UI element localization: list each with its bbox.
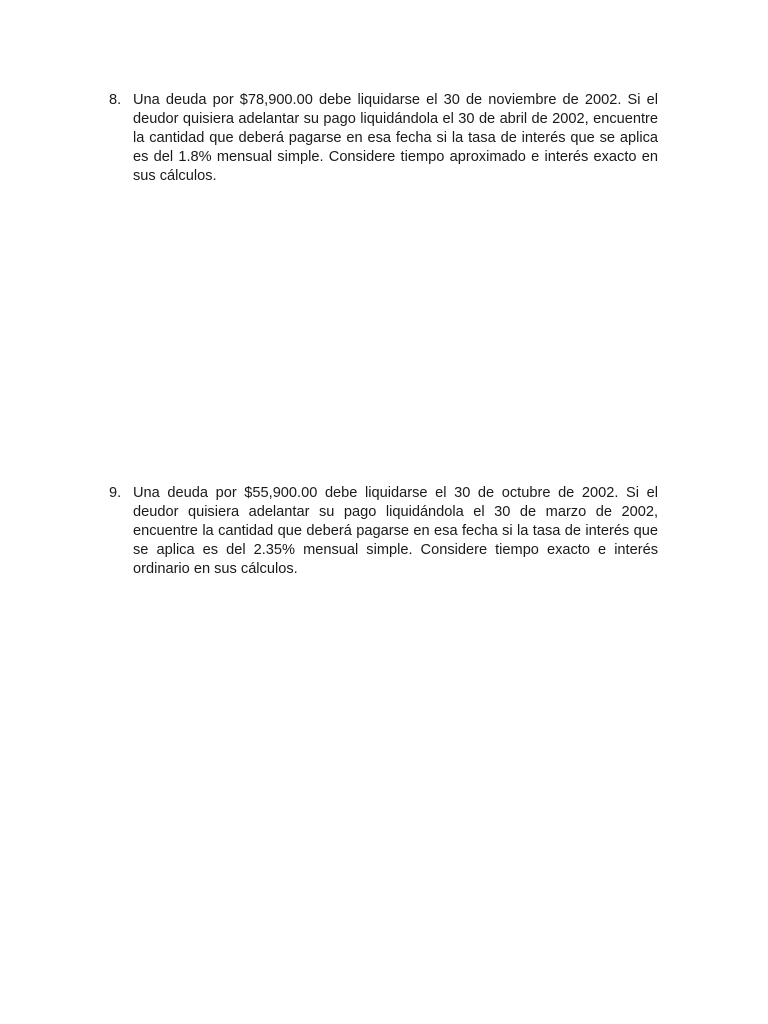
problem-8-number: 8.	[109, 92, 122, 108]
problem-8-text: Una deuda por $78,900.00 debe liquidarse el 30 de noviembre de 2002. Si el deudor quisiera adelantar su pago liquidándola el 30 de abril de 2002, encuentre la cantidad que deberá pagarse en esa fecha si la tasa de interés que se aplica es del 1.8% mensual simple. Considere tiempo aproximado e interés exacto en sus cálculos.	[133, 92, 658, 184]
problem-9-number: 9.	[109, 485, 122, 501]
problem-9-text: Una deuda por $55,900.00 debe liquidarse el 30 de octubre de 2002. Si el deudor quisiera adelantar su pago liquidándola el 30 de marzo de 2002, encuentre la cantidad que deberá pagarse en esa fecha si la tasa de interés que se aplica es del 2.35% mensual simple. Considere tiempo exacto e interés ordinario en sus cálculos.	[133, 485, 658, 577]
problem-9	[109, 484, 658, 579]
problem-8	[109, 91, 658, 186]
